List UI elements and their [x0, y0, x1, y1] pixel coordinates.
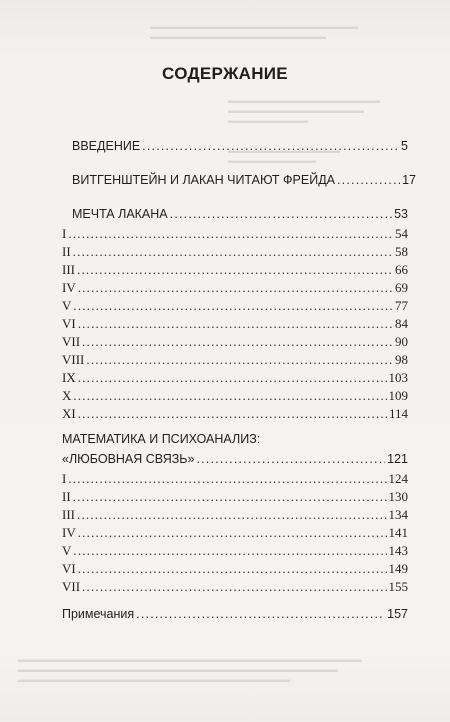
toc-subentry — [62, 579, 408, 595]
dot-leader — [73, 543, 386, 559]
toc-entry-introduction — [72, 138, 408, 154]
toc-entry-wittgenstein-lacan — [72, 172, 416, 188]
toc-subentry — [62, 471, 408, 487]
dot-leader — [78, 280, 393, 296]
toc-entry-label: ВИТГЕНШТЕЙН И ЛАКАН ЧИТАЮТ ФРЕЙДА — [72, 173, 335, 187]
toc-subentry — [62, 507, 408, 523]
toc-subentry — [62, 406, 408, 422]
bleed-through-text: ▬▬▬▬▬▬▬▬▬▬▬▬▬▬▬▬▬▬▬▬▬▬▬▬▬▬ ▬▬▬▬▬▬▬▬▬▬▬▬▬▬▬▬▬▬▬▬▬▬ — [150, 22, 358, 41]
toc-subentry-label: IV — [62, 280, 76, 295]
toc-subentry-page: 134 — [388, 507, 408, 522]
dot-leader — [82, 334, 393, 350]
dot-leader — [78, 370, 387, 386]
toc-subentry-page: 69 — [395, 280, 408, 295]
dot-leader — [73, 388, 386, 404]
toc-entry-page: 5 — [401, 139, 408, 153]
dot-leader — [73, 489, 387, 505]
bleed-through-text: ▬▬▬▬▬▬▬▬▬▬▬▬▬▬▬▬▬▬▬▬▬▬▬▬▬▬▬▬▬▬▬▬▬▬▬▬▬▬▬▬▬▬▬ ▬▬▬▬▬▬▬▬▬▬▬▬▬▬▬▬▬▬▬▬▬▬▬▬▬▬▬▬▬▬▬▬▬▬▬▬▬▬▬▬ ▬▬▬▬▬▬▬▬▬▬▬▬▬▬▬▬▬▬▬▬▬▬▬▬▬▬▬▬▬▬▬▬▬▬ — [18, 655, 362, 684]
toc-entry-label: «ЛЮБОВНАЯ СВЯЗЬ» — [62, 452, 195, 466]
toc-subentry-page: 124 — [388, 471, 408, 486]
toc-entry-page: 53 — [394, 207, 408, 221]
dot-leader — [68, 471, 386, 487]
toc-subentry — [62, 280, 408, 296]
page-title: СОДЕРЖАНИЕ — [162, 64, 288, 83]
dot-leader — [73, 244, 393, 260]
dot-leader — [82, 579, 386, 595]
toc-entry-page: 17 — [402, 173, 416, 187]
toc-subentry-label: I — [62, 471, 67, 486]
toc-subentry — [62, 316, 408, 332]
toc-subentry — [62, 226, 408, 242]
toc-subentry-label: I — [62, 226, 67, 241]
toc-subentry-page: 114 — [388, 406, 408, 421]
toc-subentry-label: II — [62, 489, 71, 504]
dot-leader — [73, 298, 393, 314]
dot-leader — [142, 138, 399, 154]
toc-subentry-label: VI — [62, 316, 76, 331]
toc-subentry — [62, 489, 408, 505]
toc-subentry-label: VII — [62, 579, 81, 594]
toc-entry-math-heading: МАТЕМАТИКА И ПСИХОАНАЛИЗ: — [62, 432, 261, 446]
toc-subentry — [62, 298, 408, 314]
toc-subentry-page: 149 — [388, 561, 408, 576]
toc-subentry-label: II — [62, 244, 71, 259]
toc-entry-page: 121 — [387, 452, 408, 466]
toc-subentry-label: V — [62, 298, 72, 313]
toc-subentry-page: 155 — [388, 579, 408, 594]
dot-leader — [78, 406, 387, 422]
toc-subentry-page: 143 — [388, 543, 408, 558]
toc-entry-notes — [62, 606, 408, 622]
toc-subentry — [62, 370, 408, 386]
toc-subentry — [62, 388, 408, 404]
toc-subentry — [62, 262, 408, 278]
toc-subentry — [62, 543, 408, 559]
toc-subentry-label: III — [62, 507, 75, 522]
toc-subentry-page: 54 — [395, 226, 408, 241]
toc-entry-label: Примечания — [62, 607, 135, 621]
toc-subentry — [62, 561, 408, 577]
toc-subentry-page: 109 — [388, 388, 408, 403]
toc-subentry-page: 98 — [395, 352, 408, 367]
toc-subentry-page: 90 — [395, 334, 408, 349]
toc-subentry-label: X — [62, 388, 72, 403]
dot-leader — [86, 352, 393, 368]
toc-subentry-label: V — [62, 543, 72, 558]
dot-leader — [77, 507, 387, 523]
dot-leader — [78, 561, 387, 577]
dot-leader — [77, 262, 393, 278]
toc-subentry-page: 130 — [388, 489, 408, 504]
dot-leader — [170, 206, 392, 222]
toc-subentry-label: XI — [62, 406, 76, 421]
toc-subentry — [62, 525, 408, 541]
dot-leader — [136, 606, 385, 622]
toc-subentry — [62, 244, 408, 260]
toc-subentry-label: VIII — [62, 352, 85, 367]
dot-leader — [78, 316, 393, 332]
toc-subentry-page: 141 — [388, 525, 408, 540]
toc-subentry-page: 66 — [395, 262, 408, 277]
toc-subentry — [62, 352, 408, 368]
toc-subentry-page: 84 — [395, 316, 408, 331]
toc-subentry-page: 77 — [395, 298, 408, 313]
toc-entry-love-affair — [62, 451, 408, 467]
toc-subentry — [62, 334, 408, 350]
toc-subentry-label: IV — [62, 525, 76, 540]
toc-subentry-label: VII — [62, 334, 81, 349]
toc-subentry-page: 58 — [395, 244, 408, 259]
toc-subentry-label: VI — [62, 561, 76, 576]
dot-leader — [68, 226, 393, 242]
dot-leader — [196, 451, 385, 467]
toc-subentry-label: III — [62, 262, 75, 277]
toc-entry-lacan-dream — [72, 206, 408, 222]
dot-leader — [78, 525, 387, 541]
toc-entry-page: 157 — [387, 607, 408, 621]
toc-entry-label: МЕЧТА ЛАКАНА — [72, 207, 168, 221]
toc-subentry-page: 103 — [388, 370, 408, 385]
toc-entry-label: ВВЕДЕНИЕ — [72, 139, 141, 153]
bleed-through-text: ▬▬▬▬▬▬▬▬▬▬▬▬▬▬▬▬▬▬▬ ▬▬▬▬▬▬▬▬▬▬▬▬▬▬▬▬▬ ▬▬▬▬▬▬▬▬▬▬ ▬▬▬▬▬▬▬▬▬▬▬▬▬▬ ▬▬▬▬▬▬▬▬▬▬▬ — [228, 96, 380, 165]
dot-leader — [337, 172, 400, 188]
toc-subentry-label: IX — [62, 370, 76, 385]
